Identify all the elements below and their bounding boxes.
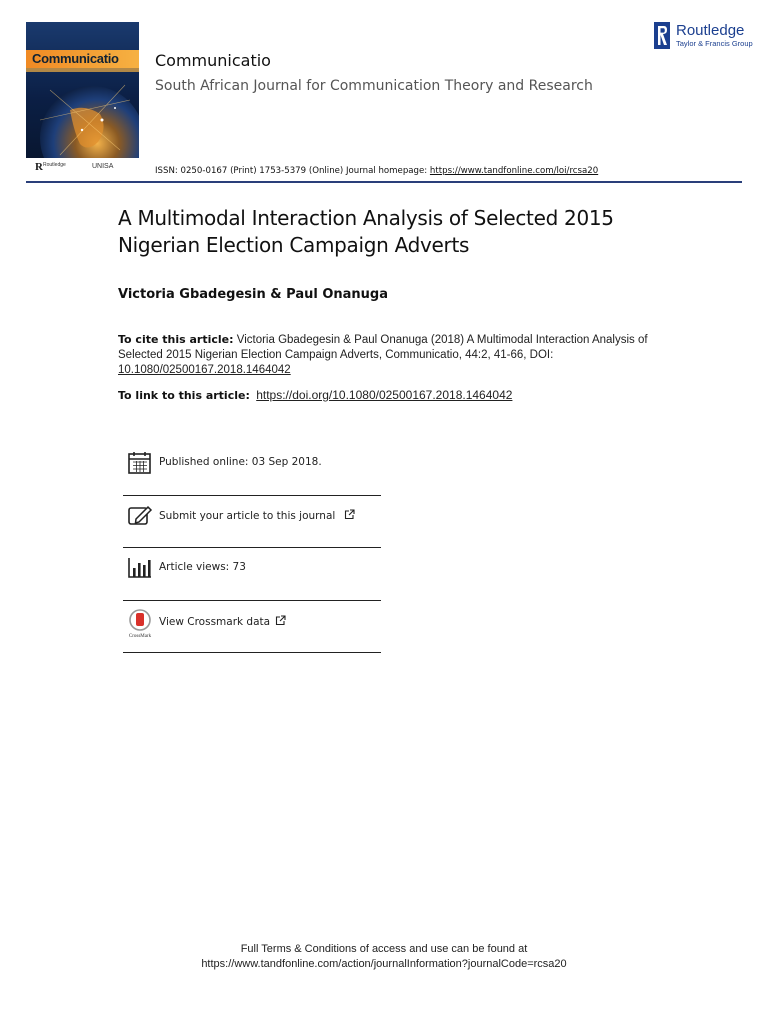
terms-link[interactable]: https://www.tandfonline.com/action/journalInformation?journalCode=rcsa20 [201, 958, 567, 970]
divider [123, 547, 381, 548]
edit-icon [127, 503, 153, 529]
journal-subtitle: South African Journal for Communication Theory and Research [155, 78, 593, 94]
citation-text: Victoria Gbadegesin & Paul Onanuga (2018) A Multimodal Interaction Analysis of Selected 2015 Nigerian Election Campaign Adverts, Communicatio, 44:2, 41-66, DOI: [118, 334, 648, 361]
citation-label: To cite this article: [118, 333, 234, 346]
submit-label: Submit your article to this journal [159, 510, 336, 522]
divider [123, 600, 381, 601]
external-link-icon [344, 509, 355, 520]
globe-image [30, 80, 139, 160]
routledge-logo-icon [654, 22, 670, 49]
submit-article-link[interactable] [159, 509, 355, 522]
issn-line [155, 166, 598, 176]
crossmark-link[interactable] [159, 615, 286, 628]
article-link-block [118, 388, 512, 402]
issn-text: ISSN: 0250-0167 (Print) 1753-5379 (Online) Journal homepage: [155, 166, 430, 176]
calendar-icon [127, 450, 153, 476]
cover-stripe [26, 68, 139, 72]
article-authors: Victoria Gbadegesin & Paul Onanuga [118, 287, 388, 302]
citation-block [118, 332, 678, 378]
published-date: Published online: 03 Sep 2018. [159, 456, 322, 468]
citation-doi-link[interactable]: 10.1080/02500167.2018.1464042 [118, 364, 291, 376]
bar-chart-icon [127, 555, 153, 581]
routledge-mini-logo: R [35, 161, 43, 173]
cover-footer [26, 158, 139, 176]
terms-text: Full Terms & Conditions of access and use can be found at [240, 943, 528, 955]
routledge-mini-text: Routledge [43, 162, 66, 168]
divider [123, 495, 381, 496]
cover-title: Communicatio [32, 51, 119, 66]
link-label: To link to this article: [118, 389, 250, 402]
article-views: Article views: 73 [159, 561, 246, 573]
article-title: A Multimodal Interaction Analysis of Selected 2015 Nigerian Election Campaign Adverts [118, 206, 614, 257]
external-link-icon [275, 615, 286, 626]
crossmark-icon [127, 609, 153, 639]
header-divider [26, 181, 742, 183]
publisher-group: Taylor & Francis Group [676, 39, 753, 48]
crossmark-label: View Crossmark data [159, 616, 271, 628]
journal-homepage-link[interactable]: https://www.tandfonline.com/loi/rcsa20 [429, 166, 599, 176]
cover-title-band [26, 50, 139, 68]
publisher-name: Routledge [676, 22, 745, 39]
crossmark-row[interactable] [123, 609, 381, 661]
article-doi-link[interactable]: https://doi.org/10.1080/02500167.2018.1464042 [256, 388, 513, 402]
crossmark-badge-text: CrossMark [128, 634, 152, 639]
unisa-logo: UNISA [92, 163, 114, 170]
journal-title: Communicatio [155, 51, 271, 70]
divider [123, 652, 381, 653]
journal-cover [26, 22, 139, 161]
